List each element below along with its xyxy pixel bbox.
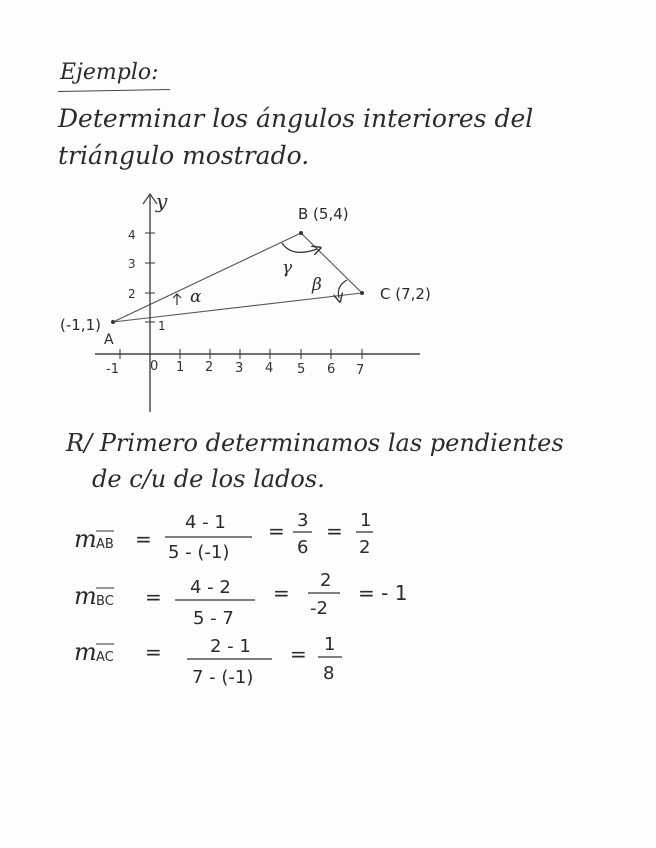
x-tick-label: 4	[265, 361, 274, 376]
x-tick-label: 3	[235, 361, 244, 376]
equals-sign: =	[145, 640, 162, 664]
fraction-numerator: 1	[324, 634, 336, 655]
y-tick-label: 2	[128, 287, 136, 301]
slope-symbol: m	[74, 525, 97, 553]
equals-sign: =	[268, 519, 285, 543]
fraction-denominator: 6	[297, 537, 309, 558]
slope-result: = - 1	[358, 581, 408, 605]
point-C-coord: C (7,2)	[380, 285, 431, 303]
problem-line-1: Determinar los ángulos interiores del	[58, 104, 534, 133]
slope-symbol: m	[74, 638, 97, 666]
y-tick-label: 1	[158, 319, 166, 333]
slope-segment: AB	[96, 537, 114, 552]
angle-alpha-label: α	[190, 287, 202, 307]
equals-sign: =	[290, 642, 307, 666]
equals-sign: =	[145, 585, 162, 609]
fraction-numerator: 3	[297, 510, 309, 531]
problem-line-2: triángulo mostrado.	[58, 141, 310, 170]
slope-AB	[74, 510, 373, 563]
x-tick-label: 1	[176, 360, 185, 375]
equals-sign: =	[135, 527, 152, 551]
fraction-numerator: 2	[320, 570, 332, 591]
fraction-denominator: 8	[323, 663, 335, 684]
angle-gamma-label: γ	[282, 258, 293, 278]
slope-BC	[74, 570, 407, 629]
angle-beta-label: β	[312, 275, 322, 295]
point-B-coord: B (5,4)	[298, 205, 349, 223]
fraction-numerator: 1	[360, 510, 372, 531]
x-tick-label: -1	[106, 362, 119, 377]
answer-line-1: R/ Primero determinamos las pendientes	[66, 429, 564, 457]
x-tick-label: 2	[205, 360, 214, 375]
fraction-denominator: -2	[310, 598, 328, 619]
equals-sign: =	[273, 581, 290, 605]
point-A-coord: (-1,1)	[60, 316, 101, 334]
fraction-numerator: 4 - 2	[190, 577, 231, 598]
fraction-denominator: 2	[359, 537, 371, 558]
slope-symbol: m	[74, 582, 97, 610]
fraction-numerator: 4 - 1	[185, 512, 226, 533]
example-heading: Ejemplo:	[60, 60, 159, 85]
x-tick-label: 5	[297, 362, 306, 377]
fraction-denominator: 7 - (-1)	[192, 667, 254, 688]
answer-line-2: de c/u de los lados.	[92, 465, 325, 493]
slope-AC	[74, 634, 342, 688]
fraction-denominator: 5 - 7	[193, 608, 234, 629]
x-tick-label: 0	[150, 359, 159, 374]
x-tick-label: 6	[327, 362, 336, 377]
y-axis-label: y	[156, 189, 168, 213]
slope-segment: BC	[96, 594, 114, 609]
y-tick-label: 3	[128, 257, 136, 271]
equals-sign: =	[326, 519, 343, 543]
y-tick-label: 4	[128, 228, 136, 242]
fraction-numerator: 2 - 1	[210, 636, 251, 657]
fraction-denominator: 5 - (-1)	[168, 542, 230, 563]
point-A-label: A	[104, 332, 114, 348]
x-tick-label: 7	[356, 363, 365, 378]
slope-segment: AC	[96, 650, 114, 665]
